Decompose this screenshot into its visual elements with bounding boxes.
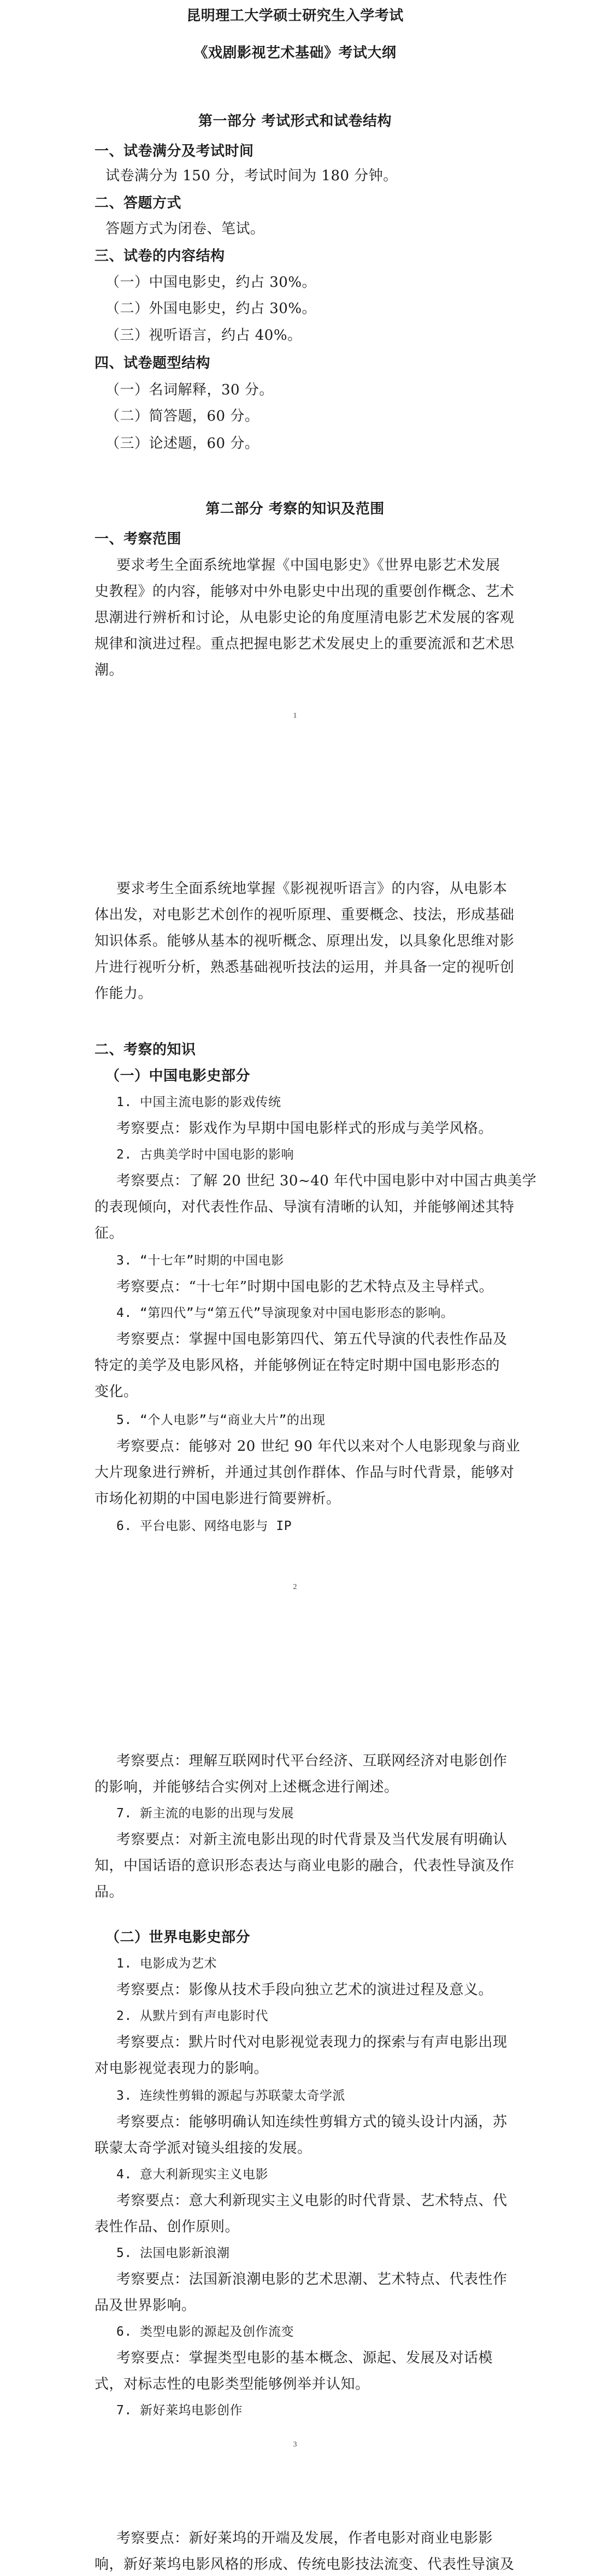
- paragraph-line: 的表现倾向，对代表性作品、导演有清晰的认知，并能够阐述其特: [95, 1199, 515, 1215]
- topic-title: 1. 中国主流电影的影戏传统: [116, 1095, 281, 1109]
- paragraph-line: 品。: [95, 1884, 124, 1900]
- paragraph-line: 响，新好莱坞电影风格的形成、传统电影技法流变、代表性导演及: [95, 2556, 515, 2573]
- subsection-heading: （一）中国电影史部分: [105, 1068, 251, 1084]
- subsection-heading: （二）世界电影史部分: [105, 1929, 251, 1946]
- topic-title: 1. 电影成为艺术: [116, 1957, 217, 1971]
- paragraph-line: 要求考生全面系统地掌握《中国电影史》《世界电影艺术发展: [116, 557, 500, 574]
- paragraph-line: 考察要点：对新主流电影出现的时代背景及当代发展有明确认: [116, 1831, 508, 1848]
- paragraph-line: 征。: [95, 1225, 124, 1242]
- paragraph-line: 考察要点：掌握类型电影的基本概念、源起、发展及对话模: [116, 2350, 493, 2366]
- topic-title: 4. 意大利新现实主义电影: [116, 2167, 269, 2182]
- section-heading: 一、试卷满分及考试时间: [95, 143, 254, 159]
- section-heading: 二、答题方式: [95, 195, 182, 211]
- paragraph-line: 品及世界影响。: [95, 2297, 196, 2314]
- page-number: 3: [293, 2441, 297, 2449]
- paragraph-line: 考察要点：理解互联网时代平台经济、互联网经济对电影创作: [116, 1753, 508, 1769]
- topic-title: 7. 新主流的电影的出现与发展: [116, 1806, 294, 1821]
- page-number: 2: [293, 1583, 297, 1591]
- page-number: 1: [293, 712, 297, 720]
- list-item: （一）中国电影史，约占 30%。: [105, 274, 317, 291]
- paragraph-line: 市场化初期的中国电影进行简要辨析。: [95, 1491, 341, 1507]
- paragraph: 答题方式为闭卷、笔试。: [105, 221, 265, 237]
- paragraph-line: 考察要点：能够明确认知连续性剪辑方式的镜头设计内涵，苏: [116, 2114, 508, 2130]
- topic-title: 4. “第四代”与“第五代”导演现象对中国电影形态的影响。: [116, 1306, 454, 1320]
- paragraph-line: 考察要点：意大利新现实主义电影的时代背景、艺术特点、代: [116, 2193, 508, 2209]
- section-heading: 四、试卷题型结构: [95, 355, 211, 371]
- paragraph-line: 考察要点：影戏作为早期中国电影样式的形成与美学风格。: [116, 1120, 493, 1137]
- topic-title: 3. 连续性剪辑的源起与苏联蒙太奇学派: [116, 2089, 346, 2103]
- list-item: （三）论述题，60 分。: [105, 435, 259, 452]
- paragraph-line: 考察要点：新好莱坞的开端及发展，作者电影对商业电影影: [116, 2530, 493, 2547]
- document-title: 昆明理工大学硕士研究生入学考试: [186, 8, 404, 24]
- paragraph-line: 大片现象进行辨析，并通过其创作群体、作品与时代背景，能够对: [95, 1464, 515, 1481]
- paragraph-line: 潮。: [95, 662, 124, 678]
- section-heading: 三、试卷的内容结构: [95, 248, 225, 264]
- paragraph-line: 考察要点：影像从技术手段向独立艺术的演进过程及意义。: [116, 1982, 493, 1998]
- part1-heading: 第一部分 考试形式和试卷结构: [198, 113, 392, 129]
- section-heading: 一、考察范围: [95, 531, 182, 547]
- paragraph-line: 对电影视觉表现力的影响。: [95, 2060, 269, 2077]
- list-item: （二）简答题，60 分。: [105, 408, 259, 424]
- list-item: （三）视听语言，约占 40%。: [105, 327, 302, 344]
- topic-title: 2. 从默片到有声电影时代: [116, 2009, 269, 2023]
- paragraph-line: 思潮进行辨析和讨论，从电影史论的角度厘清电影艺术发展的客观: [95, 610, 515, 626]
- paragraph-line: 变化。: [95, 1384, 138, 1400]
- topic-title: 5. “个人电影”与“商业大片”的出现: [116, 1413, 326, 1427]
- paragraph-line: 史教程》的内容，能够对中外电影史中出现的重要创作概念、艺术: [95, 583, 515, 600]
- paragraph-line: 作能力。: [95, 985, 153, 1002]
- topic-title: 6. 类型电影的源起及创作流变: [116, 2325, 294, 2339]
- paragraph-line: 规律和演进过程。重点把握电影艺术发展史上的重要流派和艺术思: [95, 636, 515, 652]
- paragraph-line: 片进行视听分析，熟悉基础视听技法的运用，并具备一定的视听创: [95, 959, 515, 976]
- paragraph-line: 特定的美学及电影风格，并能够例证在特定时期中国电影形态的: [95, 1357, 500, 1374]
- paragraph-line: 的影响，并能够结合实例对上述概念进行阐述。: [95, 1779, 399, 1795]
- part2-heading: 第二部分 考察的知识及范围: [205, 501, 385, 517]
- topic-title: 7. 新好莱坞电影创作: [116, 2403, 243, 2418]
- paragraph-line: 知识体系。能够从基本的视听概念、原理出发，以具象化思维对影: [95, 933, 515, 949]
- paragraph-line: 考察要点：了解 20 世纪 30~40 年代中国电影中对中国古典美学: [116, 1173, 537, 1189]
- paragraph-line: 式，对标志性的电影类型能够例举并认知。: [95, 2376, 370, 2392]
- paragraph-line: 考察要点：能够对 20 世纪 90 年代以来对个人电影现象与商业: [116, 1438, 521, 1455]
- topic-title: 3. “十七年”时期的中国电影: [116, 1254, 284, 1268]
- topic-title: 5. 法国电影新浪潮: [116, 2246, 230, 2260]
- paragraph-line: 表性作品、创作原则。: [95, 2219, 240, 2235]
- paragraph: 试卷满分为 150 分，考试时间为 180 分钟。: [105, 168, 398, 184]
- paragraph-line: 联蒙太奇学派对镜头组接的发展。: [95, 2140, 312, 2156]
- section-heading: 二、考察的知识: [95, 1042, 196, 1058]
- paragraph-line: 考察要点：法国新浪潮电影的艺术思潮、艺术特点、代表性作: [116, 2271, 508, 2288]
- list-item: （二）外国电影史，约占 30%。: [105, 300, 317, 317]
- paragraph-line: 考察要点：掌握中国电影第四代、第五代导演的代表性作品及: [116, 1331, 508, 1348]
- list-item: （一）名词解释，30 分。: [105, 382, 274, 398]
- paragraph-line: 知，中国话语的意识形态表达与商业电影的融合，代表性导演及作: [95, 1858, 515, 1874]
- document-subtitle: 《戏剧影视艺术基础》考试大纲: [193, 45, 397, 61]
- paragraph-line: 考察要点：“十七年”时期中国电影的艺术特点及主导样式。: [116, 1279, 494, 1295]
- paragraph-line: 体出发，对电影艺术创作的视听原理、重要概念、技法，形成基础: [95, 907, 515, 923]
- paragraph-line: 要求考生全面系统地掌握《影视视听语言》的内容，从电影本: [116, 881, 508, 897]
- paragraph-line: 考察要点：默片时代对电影视觉表现力的探索与有声电影出现: [116, 2034, 508, 2051]
- topic-title: 6. 平台电影、网络电影与 IP: [116, 1519, 292, 1533]
- topic-title: 2. 古典美学时中国电影的影响: [116, 1148, 294, 1162]
